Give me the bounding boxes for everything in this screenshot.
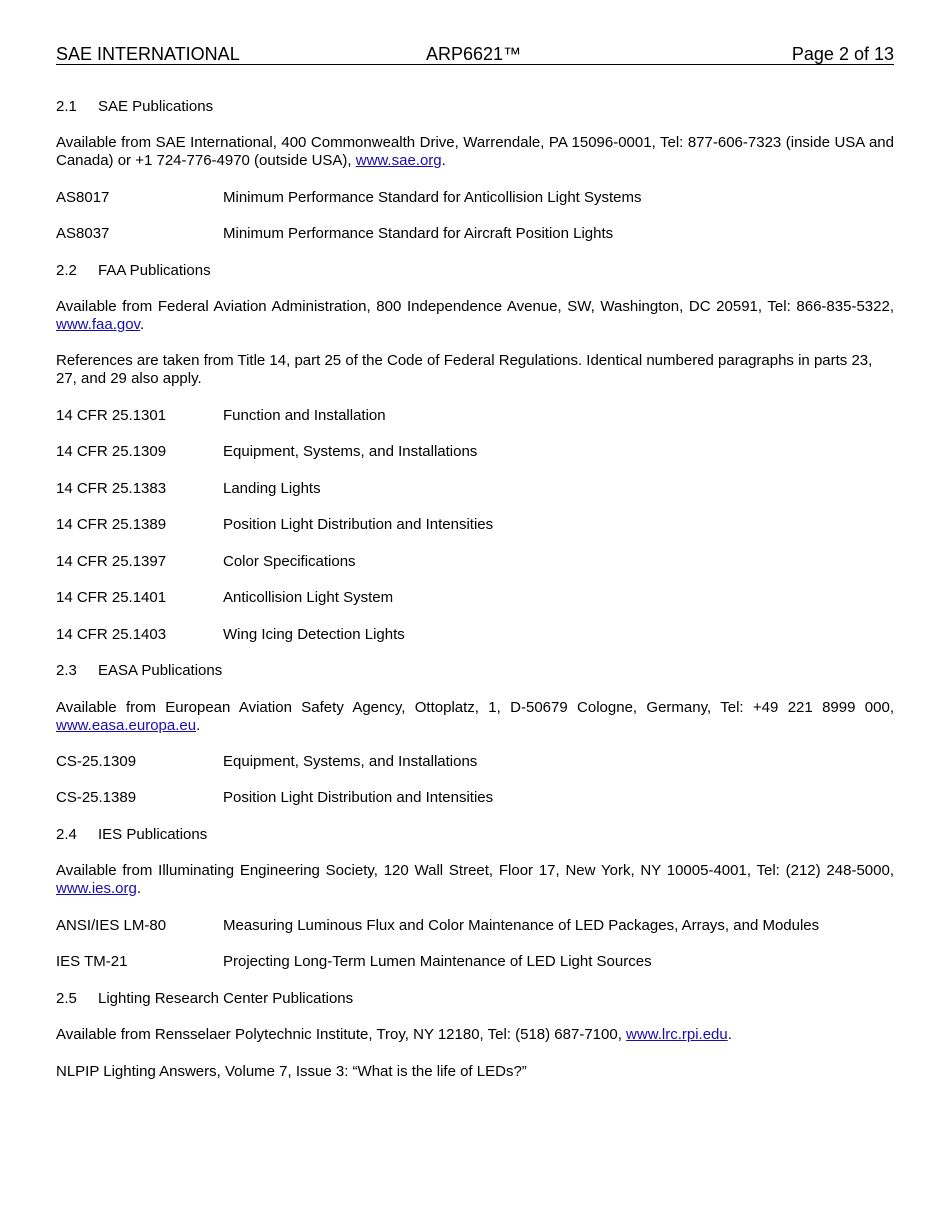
reference-code: 14 CFR 25.1383	[56, 480, 167, 497]
reference-code: IES TM-21	[56, 953, 128, 970]
section-number: 2.2	[56, 262, 77, 279]
reference-row	[56, 953, 894, 971]
reference-title: Function and Installation	[223, 407, 386, 424]
availability-paragraph-ies: Available from Illuminating Engineering Society, 120 Wall Street, Floor 17, New York, NY 10005-4001, Tel: (212) 248-5000, www.ies.org.	[56, 862, 894, 897]
header-page-number: Page 2 of 13	[791, 44, 894, 64]
section-number: 2.4	[56, 826, 77, 843]
sae-website-link[interactable]: www.sae.org	[355, 152, 442, 169]
availability-paragraph-sae: Available from SAE International, 400 Commonwealth Drive, Warrendale, PA 15096-0001, Tel: 877-606-7323 (inside USA and Canada) or +1 724-776-4970 (outside USA), www.sae.org.	[56, 134, 894, 169]
nlpip-reference: NLPIP Lighting Answers, Volume 7, Issue 3: “What is the life of LEDs?”	[56, 1063, 527, 1080]
reference-code: 14 CFR 25.1389	[56, 516, 167, 533]
reference-title: Minimum Performance Standard for Anticollision Light Systems	[223, 189, 642, 206]
reference-title: Wing Icing Detection Lights	[223, 626, 405, 643]
reference-row	[56, 407, 894, 425]
section-heading-2-5	[56, 990, 894, 1008]
reference-title: Color Specifications	[223, 553, 356, 570]
header-doc-id: ARP6621™	[426, 44, 522, 64]
reference-row	[56, 225, 894, 243]
availability-text: Available from Federal Aviation Administration, 800 Independence Avenue, SW, Washington, DC 20591, Tel: 866-835-5322,	[56, 298, 894, 315]
section-title: IES Publications	[98, 826, 208, 843]
availability-paragraph-easa: Available from European Aviation Safety Agency, Ottoplatz, 1, D-50679 Cologne, Germany, Tel: +49 221 8999 000, www.easa.europa.eu.	[56, 699, 894, 734]
reference-row	[56, 589, 894, 607]
reference-title: Position Light Distribution and Intensities	[223, 516, 494, 533]
reference-row	[56, 626, 894, 644]
reference-title: Measuring Luminous Flux and Color Maintenance of LED Packages, Arrays, and Modules	[223, 917, 820, 934]
section-title: EASA Publications	[98, 662, 223, 679]
header-org: SAE INTERNATIONAL	[56, 44, 240, 64]
faa-website-link[interactable]: www.faa.gov	[56, 316, 140, 333]
section-heading-2-1	[56, 98, 894, 116]
reference-code: 14 CFR 25.1397	[56, 553, 167, 570]
reference-title: Position Light Distribution and Intensities	[223, 789, 494, 806]
page-header	[56, 44, 894, 65]
reference-code: AS8017	[56, 189, 110, 206]
section-title: FAA Publications	[98, 262, 211, 279]
reference-row	[56, 553, 894, 571]
section-number: 2.1	[56, 98, 77, 115]
availability-text: Available from Illuminating Engineering Society, 120 Wall Street, Floor 17, New York, NY 10005-4001, Tel: (212) 248-5000,	[56, 862, 894, 879]
availability-text: Available from SAE International, 400 Commonwealth Drive, Warrendale, PA 15096-0001, Tel: 877-606-7323 (inside USA and Canada) or +1 724-776-4970 (outside USA),	[56, 134, 894, 169]
availability-paragraph-faa: Available from Federal Aviation Administration, 800 Independence Avenue, SW, Washington, DC 20591, Tel: 866-835-5322, www.faa.gov.	[56, 298, 894, 333]
reference-title: Anticollision Light System	[223, 589, 394, 606]
reference-title: Equipment, Systems, and Installations	[223, 753, 478, 770]
reference-row	[56, 516, 894, 534]
lrc-website-link[interactable]: www.lrc.rpi.edu	[626, 1026, 728, 1043]
reference-row	[56, 917, 894, 935]
section-title: Lighting Research Center Publications	[98, 990, 354, 1007]
reference-title: Equipment, Systems, and Installations	[223, 443, 478, 460]
reference-row	[56, 443, 894, 461]
availability-paragraph-lrc: Available from Rensselaer Polytechnic Institute, Troy, NY 12180, Tel: (518) 687-7100, www.lrc.rpi.edu.	[56, 1026, 732, 1043]
reference-code: ANSI/IES LM-80	[56, 917, 167, 934]
reference-code: 14 CFR 25.1301	[56, 407, 167, 424]
section-title: SAE Publications	[98, 98, 214, 115]
ies-website-link[interactable]: www.ies.org	[56, 880, 137, 897]
reference-code: 14 CFR 25.1401	[56, 589, 167, 606]
reference-row	[56, 753, 894, 771]
availability-text: Available from European Aviation Safety Agency, Ottoplatz, 1, D-50679 Cologne, Germany, Tel: +49 221 8999 000,	[56, 699, 894, 716]
reference-code: CS-25.1309	[56, 753, 137, 770]
section-heading-2-2	[56, 262, 894, 280]
reference-row	[56, 189, 894, 207]
reference-code: CS-25.1389	[56, 789, 137, 806]
reference-title: Landing Lights	[223, 480, 321, 497]
section-number: 2.3	[56, 662, 77, 679]
section-heading-2-4	[56, 826, 894, 844]
reference-row	[56, 480, 894, 498]
reference-code: 14 CFR 25.1309	[56, 443, 167, 460]
reference-code: AS8037	[56, 225, 110, 242]
section-number: 2.5	[56, 990, 77, 1007]
reference-row	[56, 789, 894, 807]
section-heading-2-3	[56, 662, 894, 680]
cfr-note-paragraph: References are taken from Title 14, part 25 of the Code of Federal Regulations. Identical numbered paragraphs in parts 23, 27, and 29 also apply.	[56, 352, 873, 387]
reference-title: Projecting Long-Term Lumen Maintenance of LED Light Sources	[223, 953, 652, 970]
reference-title: Minimum Performance Standard for Aircraft Position Lights	[223, 225, 614, 242]
availability-text: Available from Rensselaer Polytechnic Institute, Troy, NY 12180, Tel: (518) 687-7100,	[56, 1026, 627, 1043]
easa-website-link[interactable]: www.easa.europa.eu	[56, 717, 197, 734]
reference-code: 14 CFR 25.1403	[56, 626, 167, 643]
